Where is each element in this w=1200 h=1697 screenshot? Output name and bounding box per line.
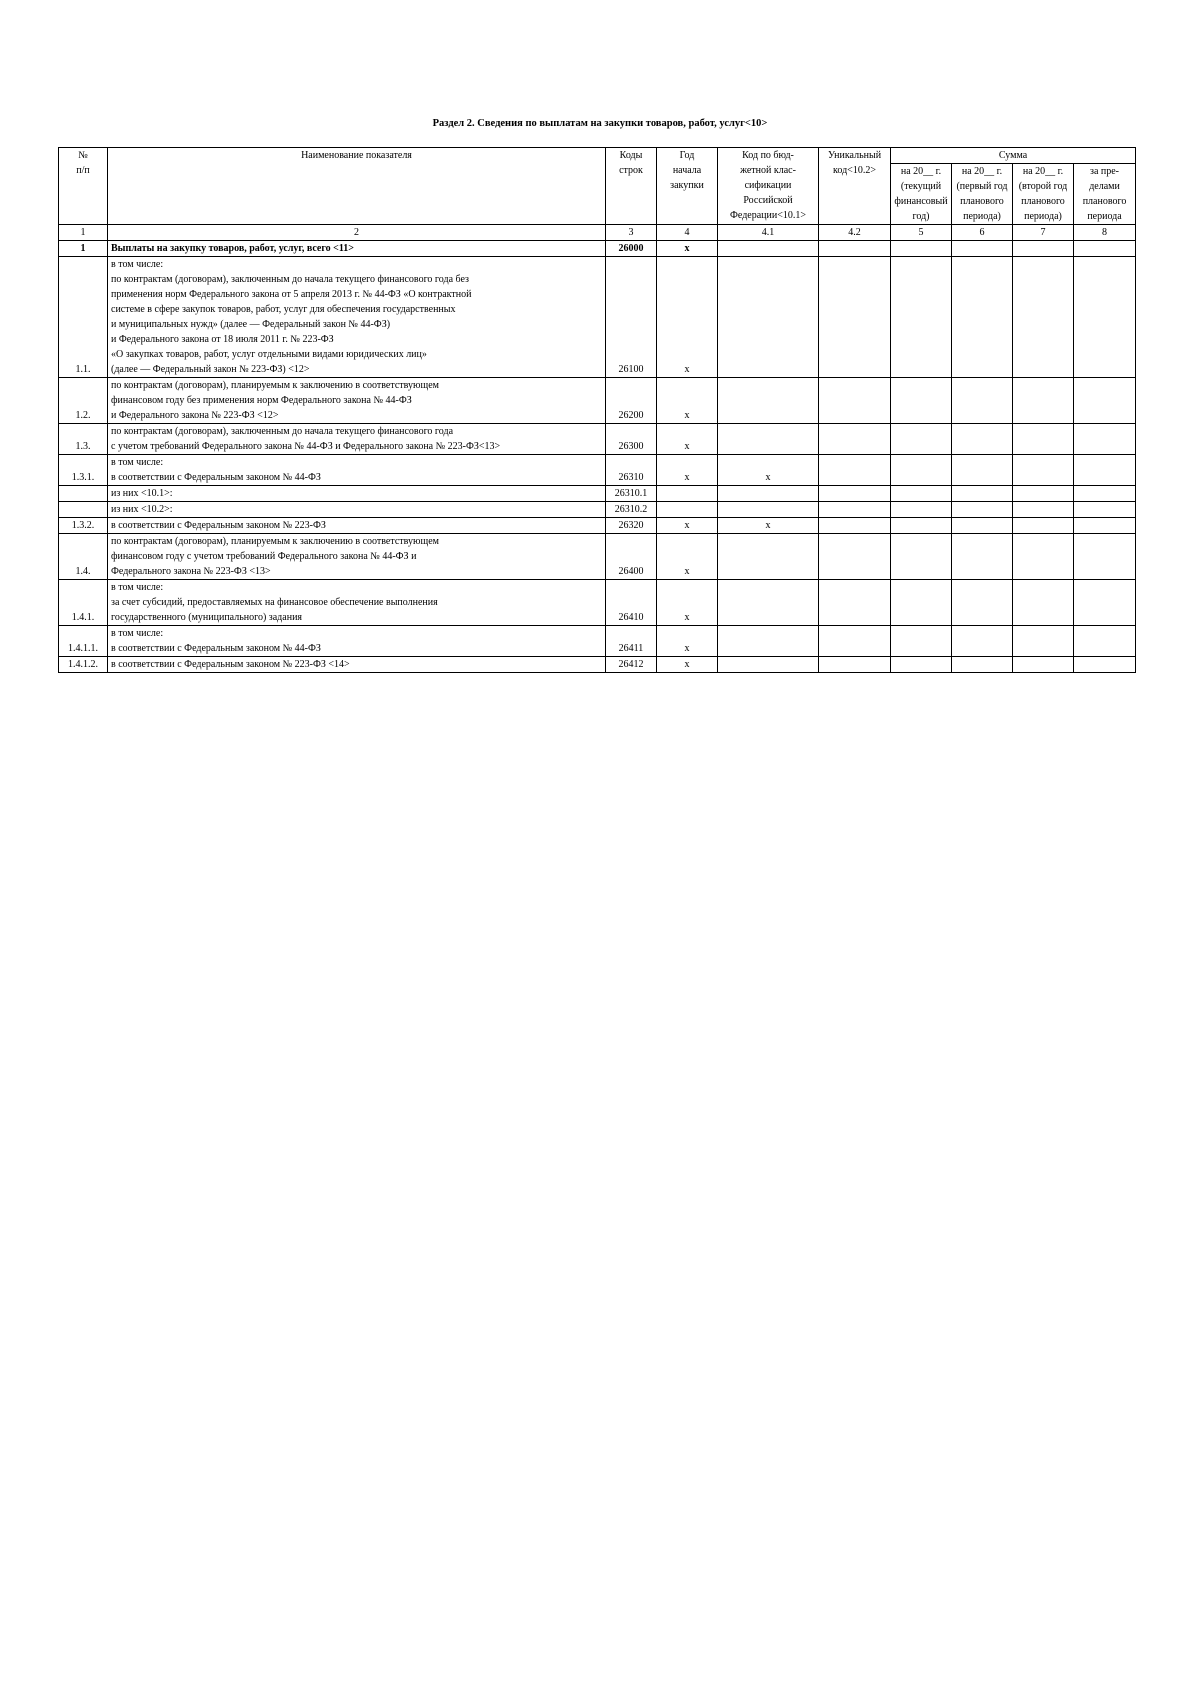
indicator-name-cell: в соответствии с Федеральным законом № 223-ФЗ — [108, 518, 606, 534]
payments-table — [58, 147, 1136, 673]
sum-first-plan-year-cell — [952, 257, 1013, 378]
unique-code-cell — [819, 424, 891, 455]
table-row — [59, 455, 1136, 486]
sum-second-plan-year-cell — [1013, 486, 1074, 502]
sum-current-year-cell — [891, 424, 952, 455]
sum-beyond-plan-cell — [1074, 424, 1136, 455]
procurement-year-cell: x — [657, 580, 718, 626]
unique-code-cell — [819, 257, 891, 378]
indicator-name-cell: по контрактам (договорам), планируемым к заключению в соответствующем финансовом году с учетом требований Федерального закона № 44-ФЗ и Федерального закона № 223-ФЗ <13> — [108, 534, 606, 580]
unique-code-cell — [819, 486, 891, 502]
row-number-cell — [59, 486, 108, 502]
table-row — [59, 626, 1136, 657]
sum-current-year-cell — [891, 626, 952, 657]
sum-first-plan-year-cell — [952, 657, 1013, 673]
indicator-name-cell: из них <10.1>: — [108, 486, 606, 502]
column-number: 4.1 — [718, 225, 819, 241]
table-row — [59, 534, 1136, 580]
sum-current-year-cell — [891, 502, 952, 518]
sum-beyond-plan-cell — [1074, 241, 1136, 257]
sum-beyond-plan-cell — [1074, 518, 1136, 534]
sum-first-plan-year-cell — [952, 241, 1013, 257]
sum-beyond-plan-cell — [1074, 257, 1136, 378]
row-code-cell: 26100 — [606, 257, 657, 378]
row-number-cell: 1.3.2. — [59, 518, 108, 534]
sum-first-plan-year-cell — [952, 534, 1013, 580]
table-row — [59, 657, 1136, 673]
indicator-name-cell: по контрактам (договорам), заключенным до начала текущего финансового года с учетом требований Федерального закона № 44-ФЗ и Федерального закона № 223-ФЗ<13> — [108, 424, 606, 455]
sum-beyond-plan-cell — [1074, 455, 1136, 486]
sum-second-plan-year-cell — [1013, 580, 1074, 626]
unique-code-cell — [819, 378, 891, 424]
sum-second-plan-year-cell — [1013, 534, 1074, 580]
row-number-cell: 1.4.1.1. — [59, 626, 108, 657]
unique-code-cell — [819, 455, 891, 486]
header-row-top — [59, 148, 1136, 164]
indicator-name-cell: Выплаты на закупку товаров, работ, услуг, всего <11> — [108, 241, 606, 257]
procurement-year-cell: x — [657, 626, 718, 657]
table-row — [59, 424, 1136, 455]
indicator-name-cell: по контрактам (договорам), планируемым к заключению в соответствующем финансовом году без применения норм Федерального закона № 44-ФЗ и Федерального закона № 223-ФЗ <12> — [108, 378, 606, 424]
sum-second-plan-year-cell — [1013, 502, 1074, 518]
procurement-year-cell: x — [657, 657, 718, 673]
procurement-year-cell: x — [657, 455, 718, 486]
sum-first-plan-year-cell — [952, 486, 1013, 502]
sum-current-year-cell — [891, 257, 952, 378]
column-number: 3 — [606, 225, 657, 241]
table-row — [59, 378, 1136, 424]
header-sum-second-plan-year: на 20__ г. (второй год планового периода) — [1013, 164, 1074, 225]
budget-code-cell — [718, 424, 819, 455]
sum-beyond-plan-cell — [1074, 580, 1136, 626]
procurement-year-cell: x — [657, 257, 718, 378]
row-code-cell: 26300 — [606, 424, 657, 455]
column-number: 5 — [891, 225, 952, 241]
unique-code-cell — [819, 518, 891, 534]
row-code-cell: 26412 — [606, 657, 657, 673]
row-code-cell: 26310.1 — [606, 486, 657, 502]
column-number: 8 — [1074, 225, 1136, 241]
indicator-name-cell: в том числе: по контрактам (договорам), заключенным до начала текущего финансового года без применения норм Федерального закона от 5 апреля 2013 г. № 44-ФЗ «О контрактной системе в сфере закупок товаров, работ, услуг для обеспечения государственных и муниципальных нужд» (далее — Федеральный закон № 44-ФЗ) и Федерального закона от 18 июля 2011 г. № 223-ФЗ «О закупках товаров, работ, услуг отдельными видами юридических лиц» (далее — Федеральный закон № 223-ФЗ) <12> — [108, 257, 606, 378]
procurement-year-cell: x — [657, 518, 718, 534]
row-number-cell: 1 — [59, 241, 108, 257]
indicator-name-cell: в том числе: в соответствии с Федеральным законом № 44-ФЗ — [108, 455, 606, 486]
sum-current-year-cell — [891, 534, 952, 580]
budget-code-cell — [718, 502, 819, 518]
sum-second-plan-year-cell — [1013, 241, 1074, 257]
row-code-cell: 26320 — [606, 518, 657, 534]
sum-current-year-cell — [891, 518, 952, 534]
procurement-year-cell: x — [657, 378, 718, 424]
sum-first-plan-year-cell — [952, 455, 1013, 486]
row-number-cell: 1.4. — [59, 534, 108, 580]
unique-code-cell — [819, 502, 891, 518]
table-row — [59, 580, 1136, 626]
header-unique-code: Уникальный код<10.2> — [819, 148, 891, 225]
row-number-cell: 1.2. — [59, 378, 108, 424]
budget-code-cell — [718, 378, 819, 424]
row-code-cell: 26200 — [606, 378, 657, 424]
unique-code-cell — [819, 657, 891, 673]
sum-beyond-plan-cell — [1074, 534, 1136, 580]
row-code-cell: 26310 — [606, 455, 657, 486]
procurement-year-cell: x — [657, 534, 718, 580]
column-number: 6 — [952, 225, 1013, 241]
sum-second-plan-year-cell — [1013, 518, 1074, 534]
header-no: № п/п — [59, 148, 108, 225]
sum-current-year-cell — [891, 657, 952, 673]
sum-beyond-plan-cell — [1074, 626, 1136, 657]
budget-code-cell: x — [718, 518, 819, 534]
unique-code-cell — [819, 626, 891, 657]
header-name: Наименование показателя — [108, 148, 606, 225]
procurement-year-cell: x — [657, 241, 718, 257]
sum-second-plan-year-cell — [1013, 626, 1074, 657]
sum-current-year-cell — [891, 241, 952, 257]
row-number-cell: 1.3.1. — [59, 455, 108, 486]
sum-second-plan-year-cell — [1013, 455, 1074, 486]
budget-code-cell — [718, 486, 819, 502]
budget-code-cell — [718, 657, 819, 673]
header-sum-first-plan-year: на 20__ г. (первый год планового периода) — [952, 164, 1013, 225]
column-number: 4.2 — [819, 225, 891, 241]
row-number-cell: 1.4.1.2. — [59, 657, 108, 673]
row-number-cell: 1.4.1. — [59, 580, 108, 626]
sum-first-plan-year-cell — [952, 626, 1013, 657]
sum-beyond-plan-cell — [1074, 486, 1136, 502]
header-sum: Сумма — [891, 148, 1136, 164]
sum-current-year-cell — [891, 580, 952, 626]
indicator-name-cell: в том числе: за счет субсидий, предоставляемых на финансовое обеспечение выполнения государственного (муниципального) задания — [108, 580, 606, 626]
row-code-cell: 26411 — [606, 626, 657, 657]
row-number-cell — [59, 502, 108, 518]
column-number: 4 — [657, 225, 718, 241]
indicator-name-cell: в соответствии с Федеральным законом № 223-ФЗ <14> — [108, 657, 606, 673]
table-body — [59, 148, 1136, 673]
column-number: 2 — [108, 225, 606, 241]
row-code-cell: 26400 — [606, 534, 657, 580]
sum-current-year-cell — [891, 455, 952, 486]
column-number-row — [59, 225, 1136, 241]
header-code: Коды строк — [606, 148, 657, 225]
indicator-name-cell: в том числе: в соответствии с Федеральным законом № 44-ФЗ — [108, 626, 606, 657]
unique-code-cell — [819, 534, 891, 580]
budget-code-cell — [718, 534, 819, 580]
table-row — [59, 518, 1136, 534]
row-number-cell: 1.1. — [59, 257, 108, 378]
unique-code-cell — [819, 580, 891, 626]
table-row — [59, 241, 1136, 257]
sum-beyond-plan-cell — [1074, 657, 1136, 673]
sum-current-year-cell — [891, 486, 952, 502]
procurement-year-cell — [657, 486, 718, 502]
budget-code-cell — [718, 257, 819, 378]
section-title: Раздел 2. Сведения по выплатам на закупки товаров, работ, услуг<10> — [432, 118, 768, 129]
sum-first-plan-year-cell — [952, 518, 1013, 534]
sum-second-plan-year-cell — [1013, 257, 1074, 378]
sum-first-plan-year-cell — [952, 580, 1013, 626]
header-sum-beyond-plan: за пре- делами планового периода — [1074, 164, 1136, 225]
budget-code-cell — [718, 580, 819, 626]
sum-second-plan-year-cell — [1013, 657, 1074, 673]
sum-second-plan-year-cell — [1013, 424, 1074, 455]
table-row — [59, 486, 1136, 502]
table-row — [59, 257, 1136, 378]
row-number-cell: 1.3. — [59, 424, 108, 455]
sum-second-plan-year-cell — [1013, 378, 1074, 424]
table-row — [59, 502, 1136, 518]
budget-code-cell — [718, 241, 819, 257]
column-number: 7 — [1013, 225, 1074, 241]
header-kbk: Код по бюд- жетной клас- сификации Российской Федерации<10.1> — [718, 148, 819, 225]
unique-code-cell — [819, 241, 891, 257]
sum-current-year-cell — [891, 378, 952, 424]
sum-beyond-plan-cell — [1074, 502, 1136, 518]
budget-code-cell: x — [718, 455, 819, 486]
sum-first-plan-year-cell — [952, 424, 1013, 455]
sum-first-plan-year-cell — [952, 502, 1013, 518]
procurement-year-cell: x — [657, 424, 718, 455]
indicator-name-cell: из них <10.2>: — [108, 502, 606, 518]
header-year: Год начала закупки — [657, 148, 718, 225]
procurement-year-cell — [657, 502, 718, 518]
row-code-cell: 26310.2 — [606, 502, 657, 518]
row-code-cell: 26000 — [606, 241, 657, 257]
budget-code-cell — [718, 626, 819, 657]
sum-beyond-plan-cell — [1074, 378, 1136, 424]
sum-first-plan-year-cell — [952, 378, 1013, 424]
column-number: 1 — [59, 225, 108, 241]
row-code-cell: 26410 — [606, 580, 657, 626]
header-sum-current-year: на 20__ г. (текущий финансовый год) — [891, 164, 952, 225]
